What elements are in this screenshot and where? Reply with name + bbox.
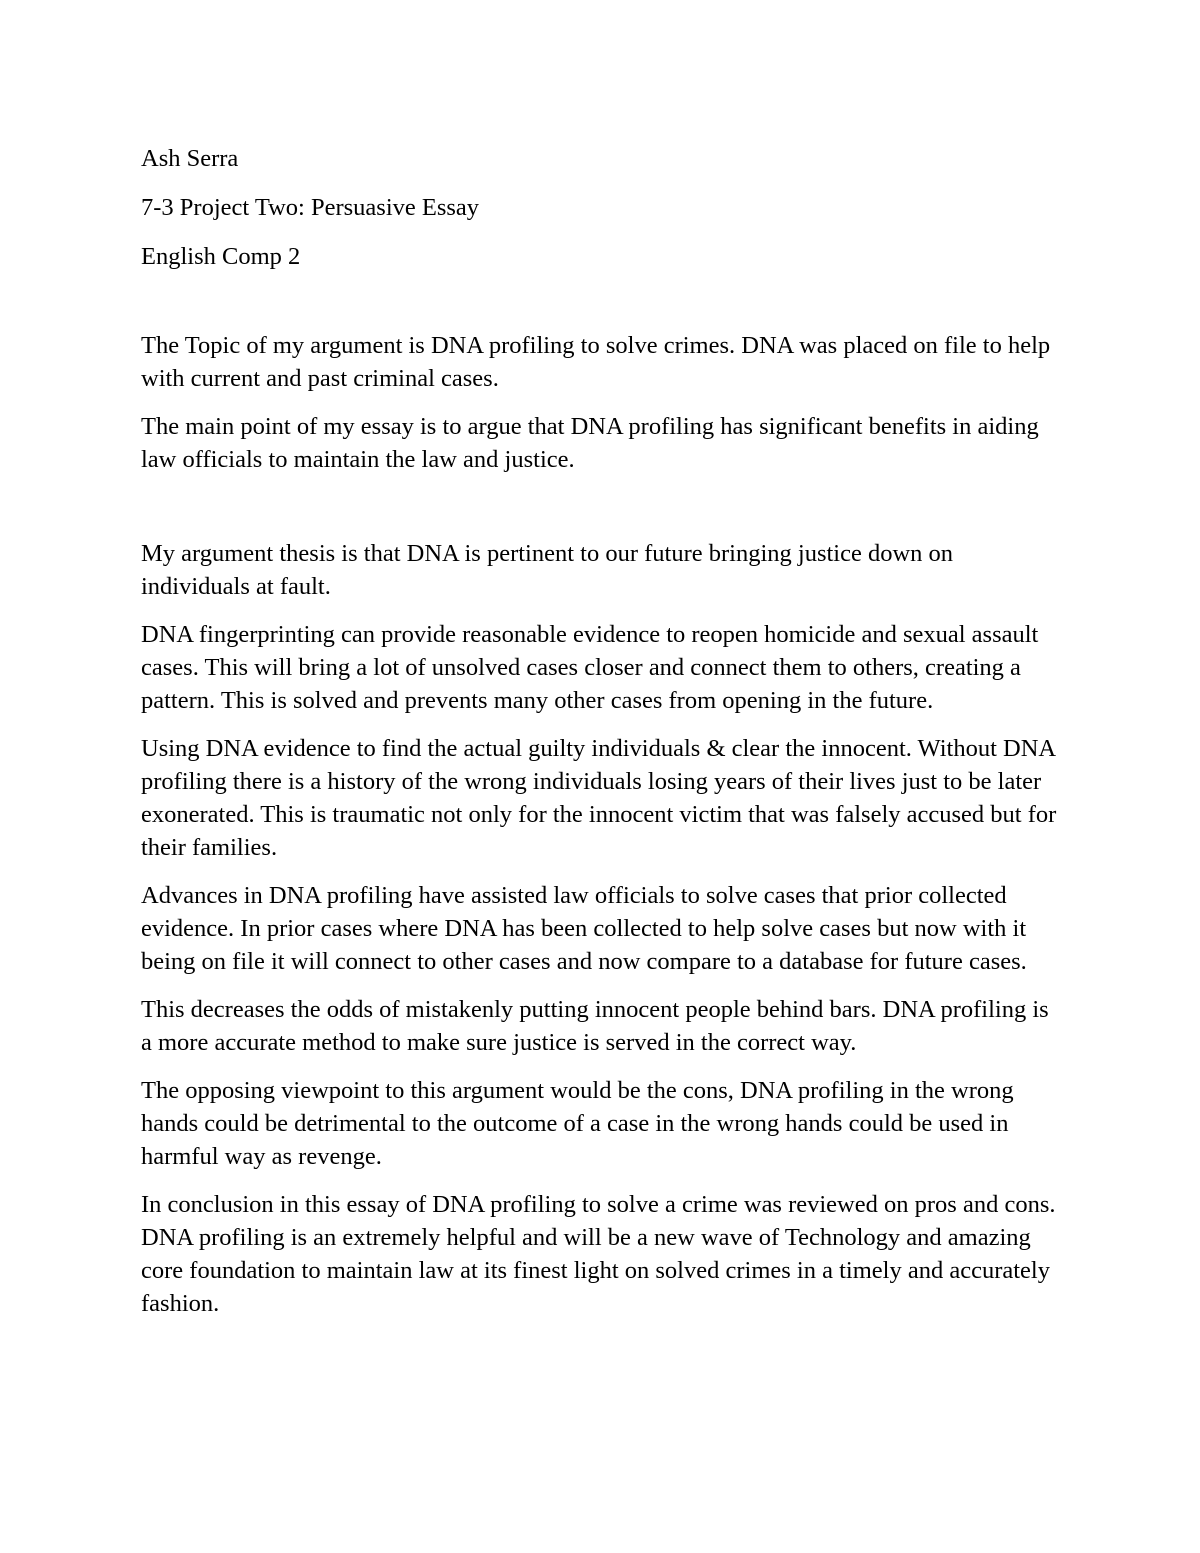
author-name: Ash Serra [141,145,239,172]
paragraph-opposing-view: The opposing viewpoint to this argument would be the cons, DNA profiling in the wrong hands could be detrimental to the outcome of a case in the wrong hands could be used in harmful way as revenge. [141,1077,1014,1170]
paragraph-odds: This decreases the odds of mistakenly putting innocent people behind bars. DNA profiling is a more accurate method to make sure justice is served in the correct way. [141,996,1049,1056]
assignment-title: 7-3 Project Two: Persuasive Essay [141,194,480,221]
paragraph-topic: The Topic of my argument is DNA profiling to solve crimes. DNA was placed on file to help with current and past criminal cases. [141,332,1051,392]
paragraph-fingerprinting: DNA fingerprinting can provide reasonable evidence to reopen homicide and sexual assault cases. This will bring a lot of unsolved cases closer and connect them to others, creating a pattern. This is solved and prevents many other cases from opening in the future. [141,621,1039,714]
paragraph-thesis: My argument thesis is that DNA is pertinent to our future bringing justice down on individuals at fault. [141,540,954,600]
paragraph-evidence: Using DNA evidence to find the actual guilty individuals & clear the innocent. Without DNA profiling there is a history of the wrong individuals losing years of their lives just to be later exonerated. This is traumatic not only for the innocent victim that was falsely accused but for their families. [141,735,1057,861]
paragraph-main-point: The main point of my essay is to argue that DNA profiling has significant benefits in aiding law officials to maintain the law and justice. [141,413,1039,473]
course-name: English Comp 2 [141,243,301,270]
paragraph-conclusion: In conclusion in this essay of DNA profiling to solve a crime was reviewed on pros and cons. DNA profiling is an extremely helpful and will be a new wave of Technology and amazing core foundation to maintain law at its finest light on solved crimes in a timely and accurately fashion. [141,1191,1056,1317]
paragraph-advances: Advances in DNA profiling have assisted law officials to solve cases that prior collected evidence. In prior cases where DNA has been collected to help solve cases but now with it being on file it will connect to other cases and now compare to a database for future cases. [141,882,1027,975]
document-body [141,142,1061,1335]
